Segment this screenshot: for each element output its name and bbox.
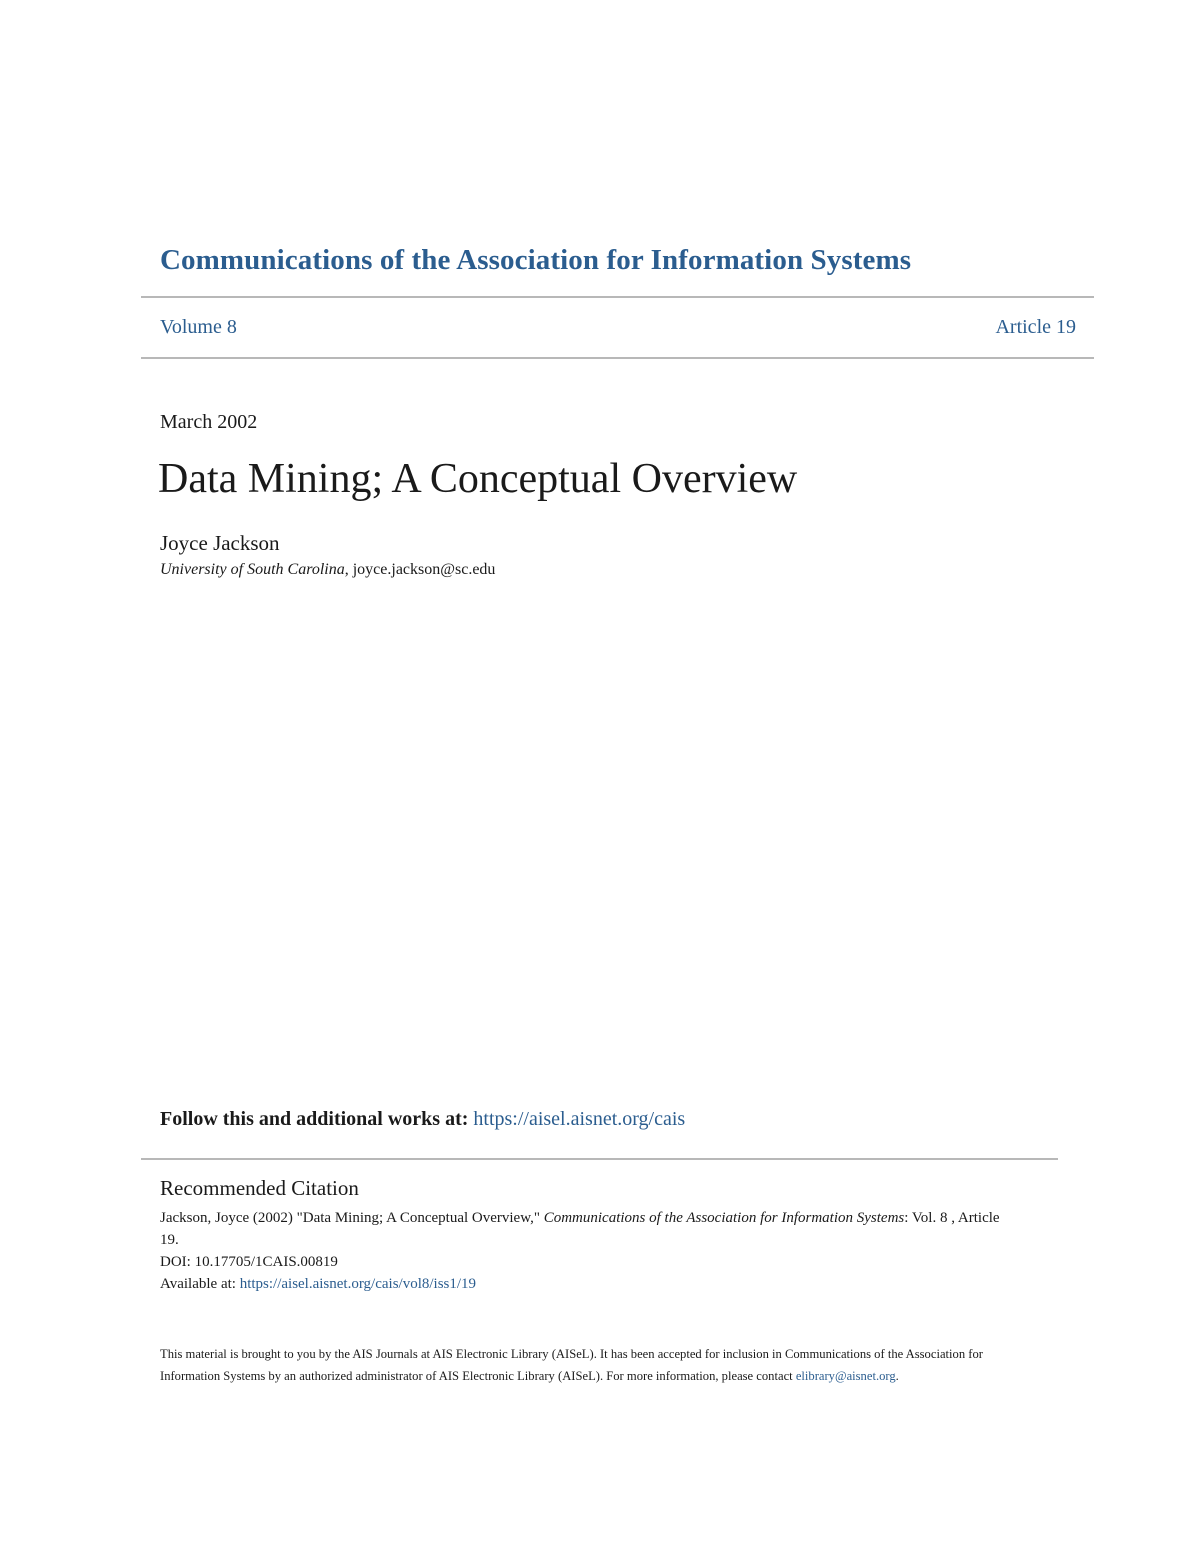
- follow-label: Follow this and additional works at:: [160, 1108, 474, 1130]
- journal-title: Communications of the Association for Information Systems: [160, 244, 912, 276]
- available-link[interactable]: https://aisel.aisnet.org/cais/vol8/iss1/19: [239, 1276, 477, 1292]
- author-affiliation: [160, 561, 495, 579]
- author-name: Joyce Jackson: [160, 531, 280, 555]
- citation-heading: Recommended Citation: [160, 1176, 359, 1200]
- citation-journal: Communications of the Association for Information Systems: [543, 1210, 905, 1226]
- citation-block: [160, 1207, 1020, 1295]
- follow-link[interactable]: https://aisel.aisnet.org/cais: [473, 1108, 686, 1130]
- paper-title: Data Mining; A Conceptual Overview: [158, 456, 798, 502]
- footer-text: This material is brought to you by the AIS Journals at AIS Electronic Library (AISeL). It has been accepted for inclusion in Communications of the Association for Information Systems by an authorized administrator of AIS Electronic Library (AISeL). For more information, please contact: [160, 1347, 983, 1383]
- citation-divider: [141, 1158, 1058, 1160]
- volume-label: Volume 8: [160, 316, 237, 338]
- citation-text-prefix: Jackson, Joyce (2002) "Data Mining; A Conceptual Overview,": [160, 1210, 544, 1226]
- publication-date: March 2002: [160, 411, 258, 433]
- footer-end: .: [895, 1369, 899, 1383]
- author-email: joyce.jackson@sc.edu: [352, 561, 496, 578]
- available-label: Available at:: [160, 1276, 240, 1292]
- contact-link[interactable]: elibrary@aisnet.org: [795, 1369, 896, 1383]
- article-label: Article 19: [995, 316, 1076, 338]
- header-divider: [141, 357, 1094, 359]
- affiliation-name: University of South Carolina: [160, 561, 345, 578]
- follow-line: [160, 1108, 685, 1131]
- citation-text-suffix: : Vol. 8 , Article 19.: [160, 1210, 1000, 1248]
- footer-notice: [160, 1343, 1030, 1387]
- affiliation-separator: ,: [344, 561, 353, 578]
- citation-doi: DOI: 10.17705/1CAIS.00819: [160, 1254, 338, 1270]
- top-divider: [141, 296, 1094, 298]
